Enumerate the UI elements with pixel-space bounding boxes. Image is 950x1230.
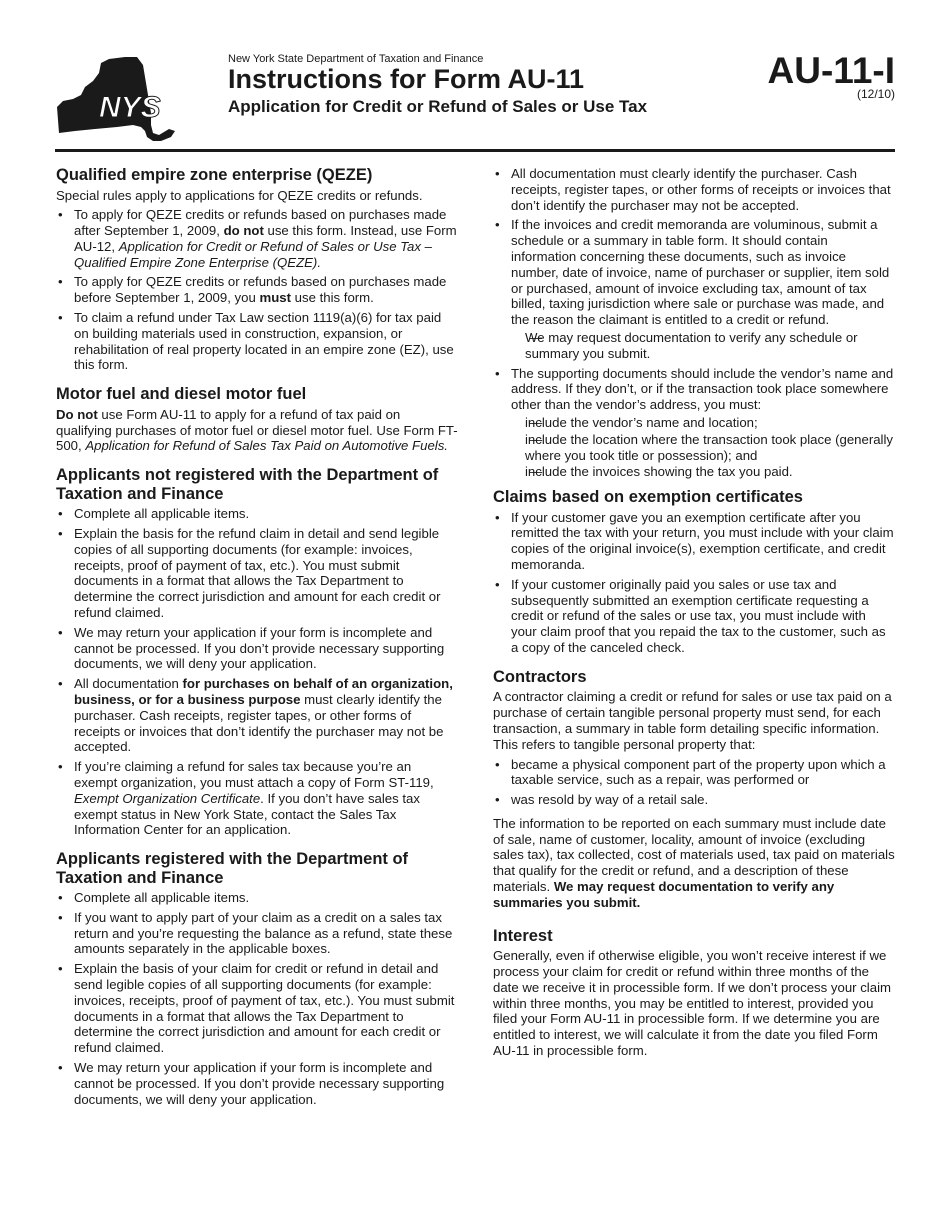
list-item: • All documentation for purchases on behalf of an organization, business, or for a business purpose must clearly identify the purchaser. Cash receipts, register tapes, or other forms of receipts or invoices that don’t identify the purchaser may not be accepted. [56,676,458,755]
list-item: • The supporting documents should include the vendor’s name and address. If they don’t, or if the transaction took place somewhere other than the vendor’s address, you must: — include the vendor’s name and location; — include the location where the transaction took place (generally where you took title or possession); and — include the invoices showing the tax you paid. [493,366,895,481]
section-exemption [493,488,895,656]
section-heading: Interest [493,926,553,945]
section-not-registered [56,466,458,838]
section-text: The information to be reported on each summary must include date of sale, name of customer, locality, amount of invoice (excluding sales tax), tax collected, cost of materials used, tax paid on materials that qualify for the credit or refund, and a description of these materials. We may request documentation to verify any summaries you submit. [493,815,895,910]
svg-text:NYS: NYS [99,91,161,124]
page-subtitle: Application for Credit or Refund of Sales or Use Tax [228,97,648,116]
list-item: • We may return your application if your form is incomplete and cannot be processed. If you don’t provide necessary supporting documents, we will deny your application. [56,1060,458,1107]
bullet-list [56,890,458,1107]
page-header [0,0,950,150]
dash-item: — include the location where the transaction took place (generally where you took title or possession); and [511,432,895,464]
dash-item: — include the invoices showing the tax you paid. [511,464,895,480]
dash-item: — include the vendor’s name and location; [511,415,895,431]
dash-list [511,415,895,480]
bullet-list [493,757,895,808]
list-item: • was resold by way of a retail sale. [493,792,895,808]
agency-name: New York State Department of Taxation and Finance [228,53,484,65]
section-intro: Special rules apply to applications for QEZE credits or refunds. [56,187,423,203]
section-qeze [56,166,458,373]
bullet-list [56,506,458,838]
bullet-list [56,207,458,373]
list-item: • If you’re claiming a refund for sales tax because you’re an exempt organization, you must attach a copy of Form ST-119, Exempt Organization Certificate. If you don’t have sales tax exempt status in New York State, contact the Sales Tax Information Center for an application. [56,759,458,838]
section-text: Do not use Form AU-11 to apply for a refund of tax paid on qualifying purchases of motor fuel or diesel motor fuel. Use Form FT-500, Application for Refund of Sales Tax Paid on Automotive Fuels. [56,406,458,454]
list-item: • Explain the basis of your claim for credit or refund in detail and send legible copies of all supporting documents (for example: invoices, receipts, proof of payment of tax, etc.). You must submit documents in a format that allows the Tax Department to determine the correct jurisdiction and amount for each credit or refund claimed. [56,961,458,1056]
list-item: • All documentation must clearly identify the purchaser. Cash receipts, register tapes, or other forms of receipts or invoices that don’t identify the purchaser may not be accepted. [493,166,895,213]
section-motor-fuel [56,385,458,454]
list-item: • became a physical component part of the property upon which a taxable service, such as a repair, was performed or [493,757,895,789]
form-number: AU-11-I [767,50,895,91]
list-item: • Complete all applicable items. [56,890,458,906]
nys-state-logo [55,55,180,145]
list-item: • We may return your application if your form is incomplete and cannot be processed. If you don’t provide necessary supporting documents, we will deny your application. [56,625,458,672]
header-divider [55,149,895,152]
dash-list [511,330,895,362]
list-item: • To apply for QEZE credits or refunds based on purchases made before September 1, 2009, you must use this form. [56,274,458,306]
section-contractors [493,668,895,911]
left-column [56,166,458,1119]
section-text: A contractor claiming a credit or refund for sales or use tax paid on a purchase of certain tangible personal property must send, for each transaction, a summary in table form detailing specific information. This refers to tangible personal property that: [493,689,892,752]
page-title: Instructions for Form AU-11 [228,64,585,94]
section-heading: Claims based on exemption certificates [493,488,803,507]
section-registered [56,850,458,1107]
list-item: • If the invoices and credit memoranda are voluminous, submit a schedule or a summary in table form. It should contain information concerning these documents, such as invoice number, date of invoice, name of purchaser or supplier, item sold or purchased, amount of invoice excluding tax, amount of tax billed, taxing jurisdiction where sale or purchase was made, and the reason the claimant is entitled to a credit or refund. — We may request documentation to verify any schedule or summary you submit. [493,217,895,361]
list-item: • To claim a refund under Tax Law section 1119(a)(6) for tax paid on building materials used in construction, expansion, or rehabilitation of real property located in an empire zone (EZ), use this form. [56,310,458,373]
section-interest [493,927,895,1059]
right-column [493,166,895,1071]
list-item: • If your customer gave you an exemption certificate after you remitted the tax with your return, you must include with your claim copies of the original invoice(s), exemption certificate, and credit memoranda. [493,510,895,573]
section-heading: Contractors [493,667,587,686]
section-heading: Applicants not registered with the Department of Taxation and Finance [56,466,439,503]
revision-date: (12/10) [856,87,895,101]
dash-item: — We may request documentation to verify any schedule or summary you submit. [511,330,895,362]
list-item: • To apply for QEZE credits or refunds based on purchases made after September 1, 2009, do not use this form. Instead, use Form AU-12, Application for Credit or Refund of Sales or Use Tax – Qualified Empire Zone Enterprise (QEZE). [56,207,458,270]
section-heading: Qualified empire zone enterprise (QEZE) [56,166,373,184]
bullet-list [493,166,895,480]
list-item: • If you want to apply part of your claim as a credit on a sales tax return and you’re requesting the balance as a refund, state these amounts separately in the applicable boxes. [56,910,458,957]
list-item: • If your customer originally paid you sales or use tax and subsequently submitted an exemption certificate requesting a credit or refund of the sales or use tax, you must include with your claim proof that you repaid the tax to the customer, such as a copy of the canceled check. [493,577,895,656]
list-item: • Complete all applicable items. [56,506,458,522]
bullet-list [493,510,895,656]
section-heading: Motor fuel and diesel motor fuel [56,385,307,404]
section-heading: Applicants registered with the Department of Taxation and Finance [56,850,409,887]
section-text: Generally, even if otherwise eligible, you won’t receive interest if we process your claim for credit or refund within three months of the date we receive it in processible form. If we don’t process your claim within three months, you may be entitled to interest, provided you filed your Form AU-11 in processible form. If we determine you are entitled to interest, we will calculate it from the date you filed Form AU-11 in processible form. [493,948,891,1058]
list-item: • Explain the basis for the refund claim in detail and send legible copies of all supporting documents (for example: invoices, receipts, proof of payment of tax, etc.). You must submit documents in a format that allows the Tax Department to determine the correct jurisdiction and amount for each credit or refund claimed. [56,526,458,621]
